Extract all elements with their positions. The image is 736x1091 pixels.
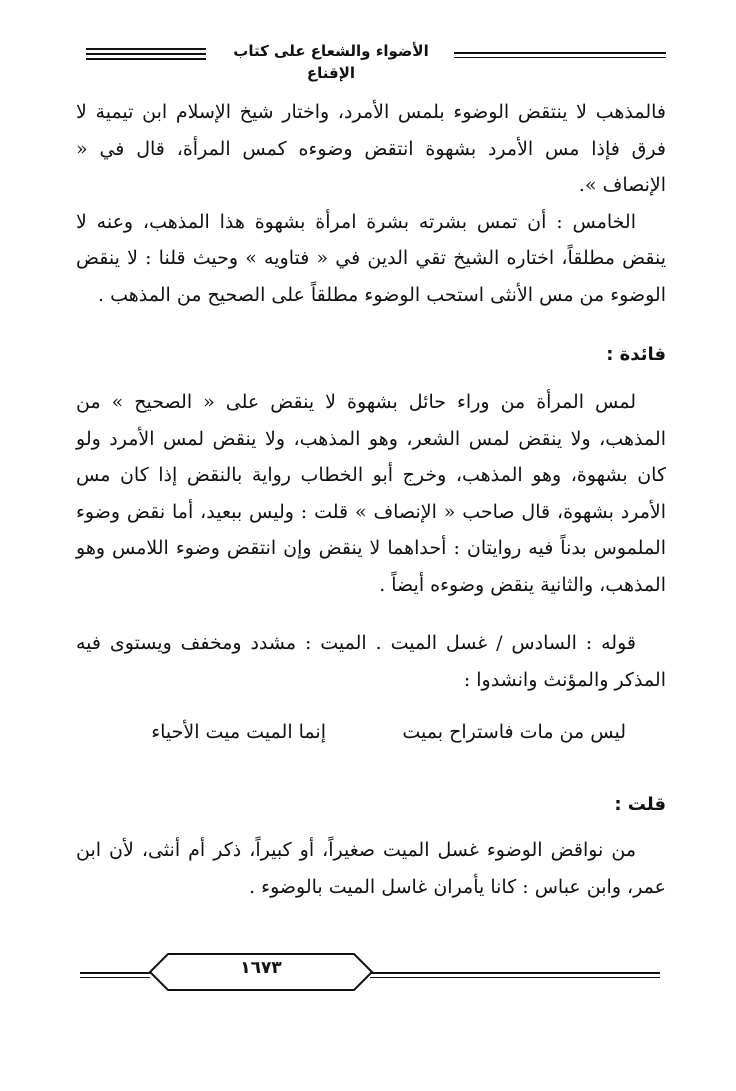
paragraph-sixth: قوله : السادس / غسل الميت . الميت : مشدد ومخفف ويستوى فيه المذكر والمؤنث وانشدوا : [76, 632, 666, 691]
poetry-verse [76, 714, 666, 750]
verse-second-hemistich: إنما الميت ميت الأحياء [151, 721, 326, 743]
paragraph-faida: لمس المرأة من وراء حائل بشهوة لا ينقض على « الصحيح » من المذهب، ولا ينقض لمس الشعر، وهو المذهب، ولا ينقض لمس الأمرد ولو كان بشهوة، وهو المذهب، وخرج أبو الخطاب رواية بالنقض إذا كان مس الأمرد بشهوة، قال صاحب « الإنصاف » قلت : وليس ببعيد، أما نقض وضوء الملموس بدناً فيه روايتان : أحداهما لا ينقض وإن انتقض وضوء اللامس وهو المذهب، والثانية ينقض وضوءه أيضاً . [76, 391, 666, 596]
footer-rule-right [370, 972, 660, 974]
header-rule-left [86, 48, 206, 60]
header-rule-right [454, 52, 666, 54]
page-number: ١٦٧٣ [240, 958, 282, 978]
verse-first-hemistich: ليس من مات فاستراح بميت [402, 721, 626, 743]
running-header [76, 40, 666, 82]
heading-faida: فائدة : [606, 344, 666, 365]
paragraph-block-1 [76, 94, 666, 313]
footer-rule-left [80, 972, 150, 974]
heading-qultu: قلت : [614, 794, 666, 815]
page-footer [80, 950, 660, 994]
paragraph-amrad: فالمذهب لا ينتقض الوضوء بلمس الأمرد، واختار شيخ الإسلام ابن تيمية لا فرق فإذا مس الأمرد بشهوة انتقض وضوءه كمس المرأة، قال في « الإنصاف ». [76, 101, 666, 196]
header-title: الأضواء والشعاع على كتاب الإقناع [233, 42, 429, 82]
paragraph-fifth: الخامس : أن تمس بشرته بشرة امرأة بشهوة هذا المذهب، وعنه لا ينقض مطلقاً، اختاره الشيخ تقي الدين في « فتاويه » وحيث قلنا : لا ينقض الوضوء من مس الأنثى استحب الوضوء مطلقاً على الصحيح من المذهب . [76, 210, 666, 306]
paragraph-qultu: من نواقض الوضوء غسل الميت صغيراً، أو كبيراً، ذكر أم أنثى، لأن ابن عمر، وابن عباس : كانا يأمران غاسل الميت بالوضوء . [76, 839, 666, 898]
